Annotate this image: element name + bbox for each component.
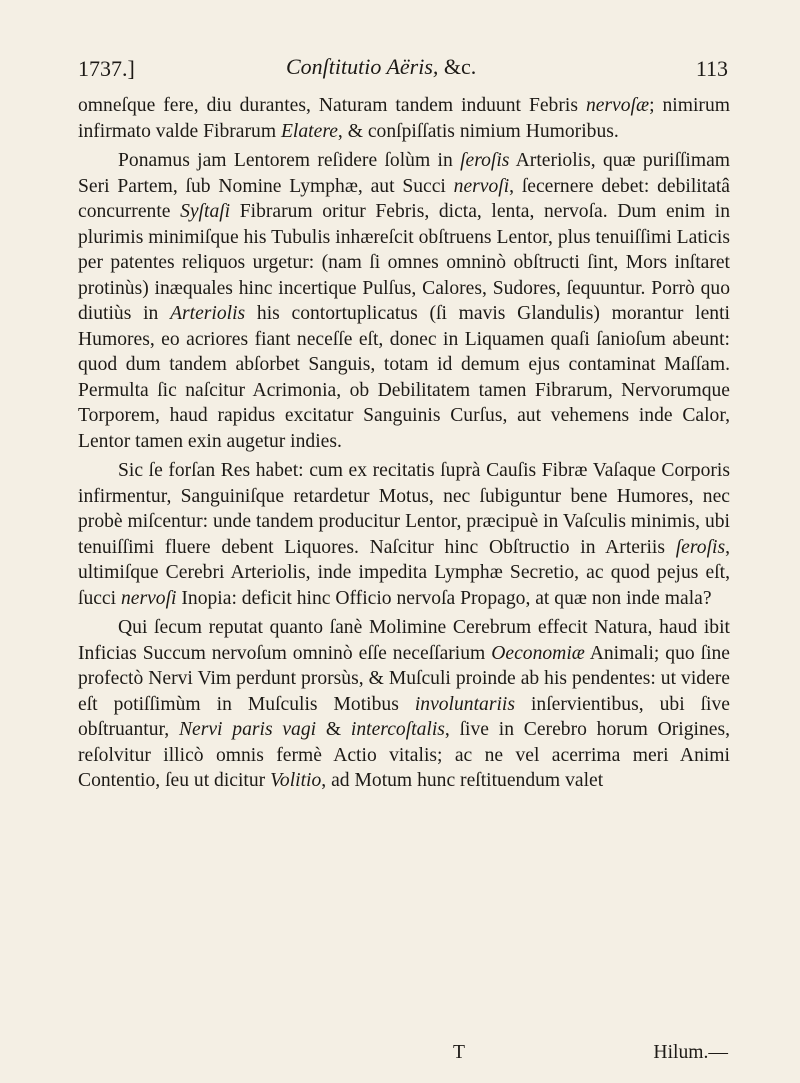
italic-run: Syſtaſi [180,201,231,222]
italic-run: Volitio [270,770,322,791]
page-number: 113 [695,56,728,81]
text-run: Qui ſecum reputat quanto ſanè Molimine Cerebrum effecit Natura, haud ibit Inficias Succum nervoſum omninò eſſe neceſſarium [78,617,730,664]
text-run: , & conſpiſſatis nimium Humoribus. [337,120,619,142]
text-run: his contortuplicatus (ſi mavis Glandulis) morantur lenti Humores, eo acriores fiant neceſſe eſt, donec in Liquamen quaſi ſanioſum abeunt: quod dum tandem abſorbet Sanguis, totam id demum ejus contaminat Maſſam. Permulta ſic naſcitur Acrimonia, ob Debilitatem tamen Fibrarum, Nervorumque Torporem, haud rapidus excitatur Sanguinis Curſus, aut vehemens inde Calor, Lentor tamen exin augetur indies. [78,303,730,452]
text-run: Inopia: deficit hinc Officio nervoſa Propago, at quæ non inde mala? [176,587,712,609]
italic-run: nervoſæ [585,95,650,116]
running-head [78,48,728,88]
italic-run: involuntariis [414,693,515,715]
paragraph [78,615,730,794]
text-run: , ultimiſque Cerebri Arteriolis, inde impedita Lymphæ Secretio, ac quod pejus eſt, ſucci [78,536,730,609]
italic-run: intercoſtalis [350,719,445,740]
header-year: 1737.] [78,56,135,81]
text-run: , ſive in Cerebro horum Origines, reſolvitur illicò omnis fermè Actio vitalis; ac ne vel acerrima meri Animi Contentio, ſeu ut dicitur [78,719,730,791]
catchword: Hilum.— [653,1042,728,1063]
header-title-rest: &c. [438,54,477,79]
italic-run: Oeconomiæ [491,642,585,664]
italic-run: nervoſi [120,587,177,609]
italic-run: ſeroſis [460,150,510,171]
text-run: Fibrarum oritur Febris, dicta, lenta, nervoſa. Dum enim in plurimis minimiſque his Tubulis inhæreſcit obſtruens Lentor, plus tenuiſſimi Laticis per patentes reliquos urgetur: (nam ſi omnes omninò obſtructi ſint, Mors inſtaret protinùs) inæquales hinc incertique Pulſus, Calores, Sudores, ſequuntur. Porrò quo diutiùs in [78,201,730,324]
footer-catchline [78,1042,728,1070]
text-run: & [316,719,351,740]
text-run: Ponamus jam Lentorem reſidere ſolùm in [118,150,461,171]
italic-run: Nervi paris vagi [178,719,317,740]
italic-run: Arteriolis [170,303,246,324]
paragraph [78,93,730,144]
italic-run: ſeroſis [675,536,726,558]
text-run: omneſque fere, diu durantes, Naturam tandem induunt Febris [78,95,586,116]
text-run: , ſecernere debet: debilitatâ concurrente [78,175,730,222]
header-title-italic: Conſtitutio Aëris, [286,54,439,79]
text-run: , ad Motum hunc reſtituendum valet [321,770,604,791]
paragraph [78,458,730,611]
body-text [78,93,730,794]
text-run: Arteriolis, quæ puriſſimam Seri Partem, ſub Nomine Lymphæ, aut Succi [78,150,731,197]
text-run: ; nimirum infirmato valde Fibrarum [78,95,730,142]
signature-mark: T [453,1042,465,1063]
italic-run: Elatere [280,120,338,142]
text-run: inſervientibus, ubi ſive obſtruantur, [78,693,730,740]
paragraph [78,148,730,454]
text-run: Sic ſe forſan Res habet: cum ex recitatis ſuprà Cauſis Fibræ Vaſaque Corporis infirmentur, Sanguiniſque retardetur Motus, nec ſubiguntur bene Humores, nec probè miſcentur: unde tandem producitur Lentor, præcipuè in Vaſculis minimis, ubi tenuiſſimi fluere debent Liquores. Naſcitur hinc Obſtructio in Arteriis [78,460,730,558]
italic-run: nervoſi [453,175,510,197]
header-title [286,54,476,80]
text-run: Animali; quo ſine profectò Nervi Vim perdunt prorsùs, & Muſculi proinde ab his pendentes: ut videre eſt potiſſimùm in Muſculis Motibus [78,642,731,715]
